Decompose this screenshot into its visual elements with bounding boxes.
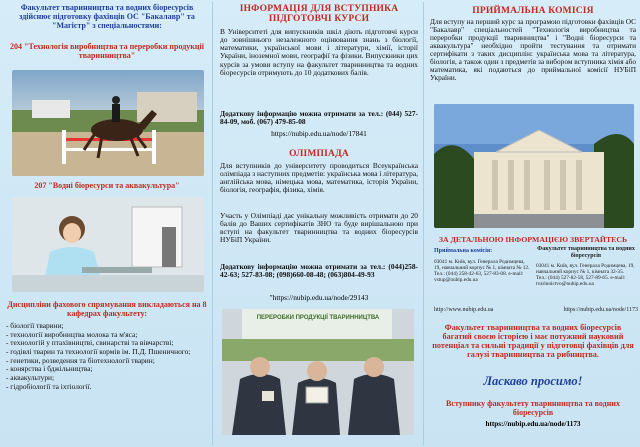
departments-list [6,322,208,391]
department-item: - аквакультури; [6,372,55,382]
olympiad-title: ОЛІМПІАДА [289,149,349,159]
footer-link[interactable]: https://nubip.edu.ua/node/1173 [485,420,581,428]
laboratory-photo [12,197,204,292]
department-item: - біології тварини; [6,321,64,330]
admissions-text: Для вступу на перший курс за програмою підготовки фахівців ОС "Бакалавр" спеціальностей "Технологія виробництва та переробки продукції тваринництва" і "Водні біоресурси та аквакультура" необхідно пройти тестування та отримати сертифікати з таких дисциплін: українська мова та література, біологія, а також один з предметів за вибором вступника хімія або математика, які подаються до приймальної комісії НУБіП України. [430,17,636,83]
spec-204-label: 204 "Технологія виробництва та переробки продукції тваринництва" [10,42,204,60]
welcome-text: Ласкаво просимо! [483,374,583,388]
courses-link[interactable]: https://nubip.edu.ua/node/17841 [271,129,367,138]
faculty-slogan: Факультет тваринництва та водних біоресурсів багатий своєю історією і має потужний науковий потенціал та сильні традиції у підготовці фахівців для галузі тваринництва та рибництва. [432,323,634,360]
right-contact-link[interactable]: https://nubip.edu.ua/node/1173 [563,307,638,313]
footer-text: Вступнику факультету тваринництва та водних біоресурсів [446,399,620,417]
spec-207-label: 207 "Водні біоресурси та аквакультура" [34,181,180,190]
department-item: - гідробіології та іхтіології. [6,381,92,391]
left-contact-link[interactable]: http://www.nubip.edu.ua [434,307,494,313]
horse-jumping-photo [12,70,204,176]
applicant-info-title: ІНФОРМАЦІЯ ДЛЯ ВСТУПНИКА ПІДГОТОВЧІ КУРСИ [239,4,399,25]
department-item: - конярства і бджільництва; [6,364,93,374]
award-ceremony-photo [222,309,414,435]
department-item: - технологій у птахівництві, свинарстві та вівчарстві; [6,338,174,348]
olympiad-link[interactable]: "https://nubip.edu.ua/node/29143 [269,293,369,302]
right-contact-title: Факультет тваринництва та водних біоресурсів [537,246,635,259]
column-divider [212,2,213,445]
olympiad-text-2: Участь у Олімпіаді дає унікальну можливість отримати до 20 балів до Ваших сертифікатів ЗНО та буде вирішальною при вступі на факультет тваринництва та водних біоресурсів НУБіП України. [220,211,418,245]
disciplines-title: Дисципліни фахового спрямування викладаються на 8 кафедрах факультету: [7,300,207,318]
column-applicant-info [214,0,422,447]
admissions-title: ПРИЙМАЛЬНА КОМІСІЯ [472,6,594,16]
olympiad-text: Для вступників до університету проводиться Всеукраїнська олімпіада з наступних предметів: українська мова і література, англійська мова, німецька мова, математика, історія України, біологія, географія, фізика, хімія. [220,161,418,195]
right-contact-details: 03041 м. Київ, вул. Генерала Родимцева, 19, навчальний корпус № 1, кімната 32-35. Тел.: (044) 527-82-58, 527-89-65. e-mail: tvarinnictvo@nubip.edu.ua [536,263,635,288]
university-building-photo [434,104,634,228]
banner-text: ПЕРЕРОБКИ ПРОДУКЦІЇ ТВАРИННИЦТВА [256,315,380,321]
contacts-title: ЗА ДЕТАЛЬНОЮ ІНФОРМАЦІЄЮ ЗВЕРТАЙТЕСЬ [438,235,628,244]
department-item: - технології виробництва молока та м'яса; [6,329,138,339]
olympiad-phone: Додаткову інформацію можна отримати за тел.: (044)258-42-63; 527-83-08; (098)660-08-48; (063)804-49-93 [220,262,418,280]
column-faculty [0,0,212,447]
courses-text: В Університеті для випускників шкіл діють підготовчі курси до зовнішнього незалежного оцінювання знань з біології, математики, української мови і літератури, хімії, історії України, іноземної мови, географії та фізики. Випускники цих курсів за умови вступу на факультет тваринництва та водних біоресурсів отримують до 10 додаткових балів. [220,27,418,77]
department-item: - генетики, розведення та біотехнології тварин; [6,355,155,365]
left-contact-title: Приймальна комісія: [434,248,493,254]
faculty-heading: Факультет тваринництва та водних біоресурсів здійснює підготовку фахівців ОС "Бакалавр" та "Магістр" з спеціальностями: [19,3,195,30]
department-item: - годівлі тварин та технології кормів ім. П.Д. Пшеничного; [6,346,191,356]
courses-phone: Додаткову інформацію можна отримати за тел.: (044) 527-84-09, моб. (067) 479-85-08 [220,109,418,127]
column-admissions [424,0,640,447]
left-contact-details: 03041 м. Київ, вул. Генерала Родимцева, 19, навчальний корпус № 1, кімната № 12. Тел.: (044) 258-42-63, 527-83-08. e-mail: vstup@nubip.edu.ua [434,259,530,284]
